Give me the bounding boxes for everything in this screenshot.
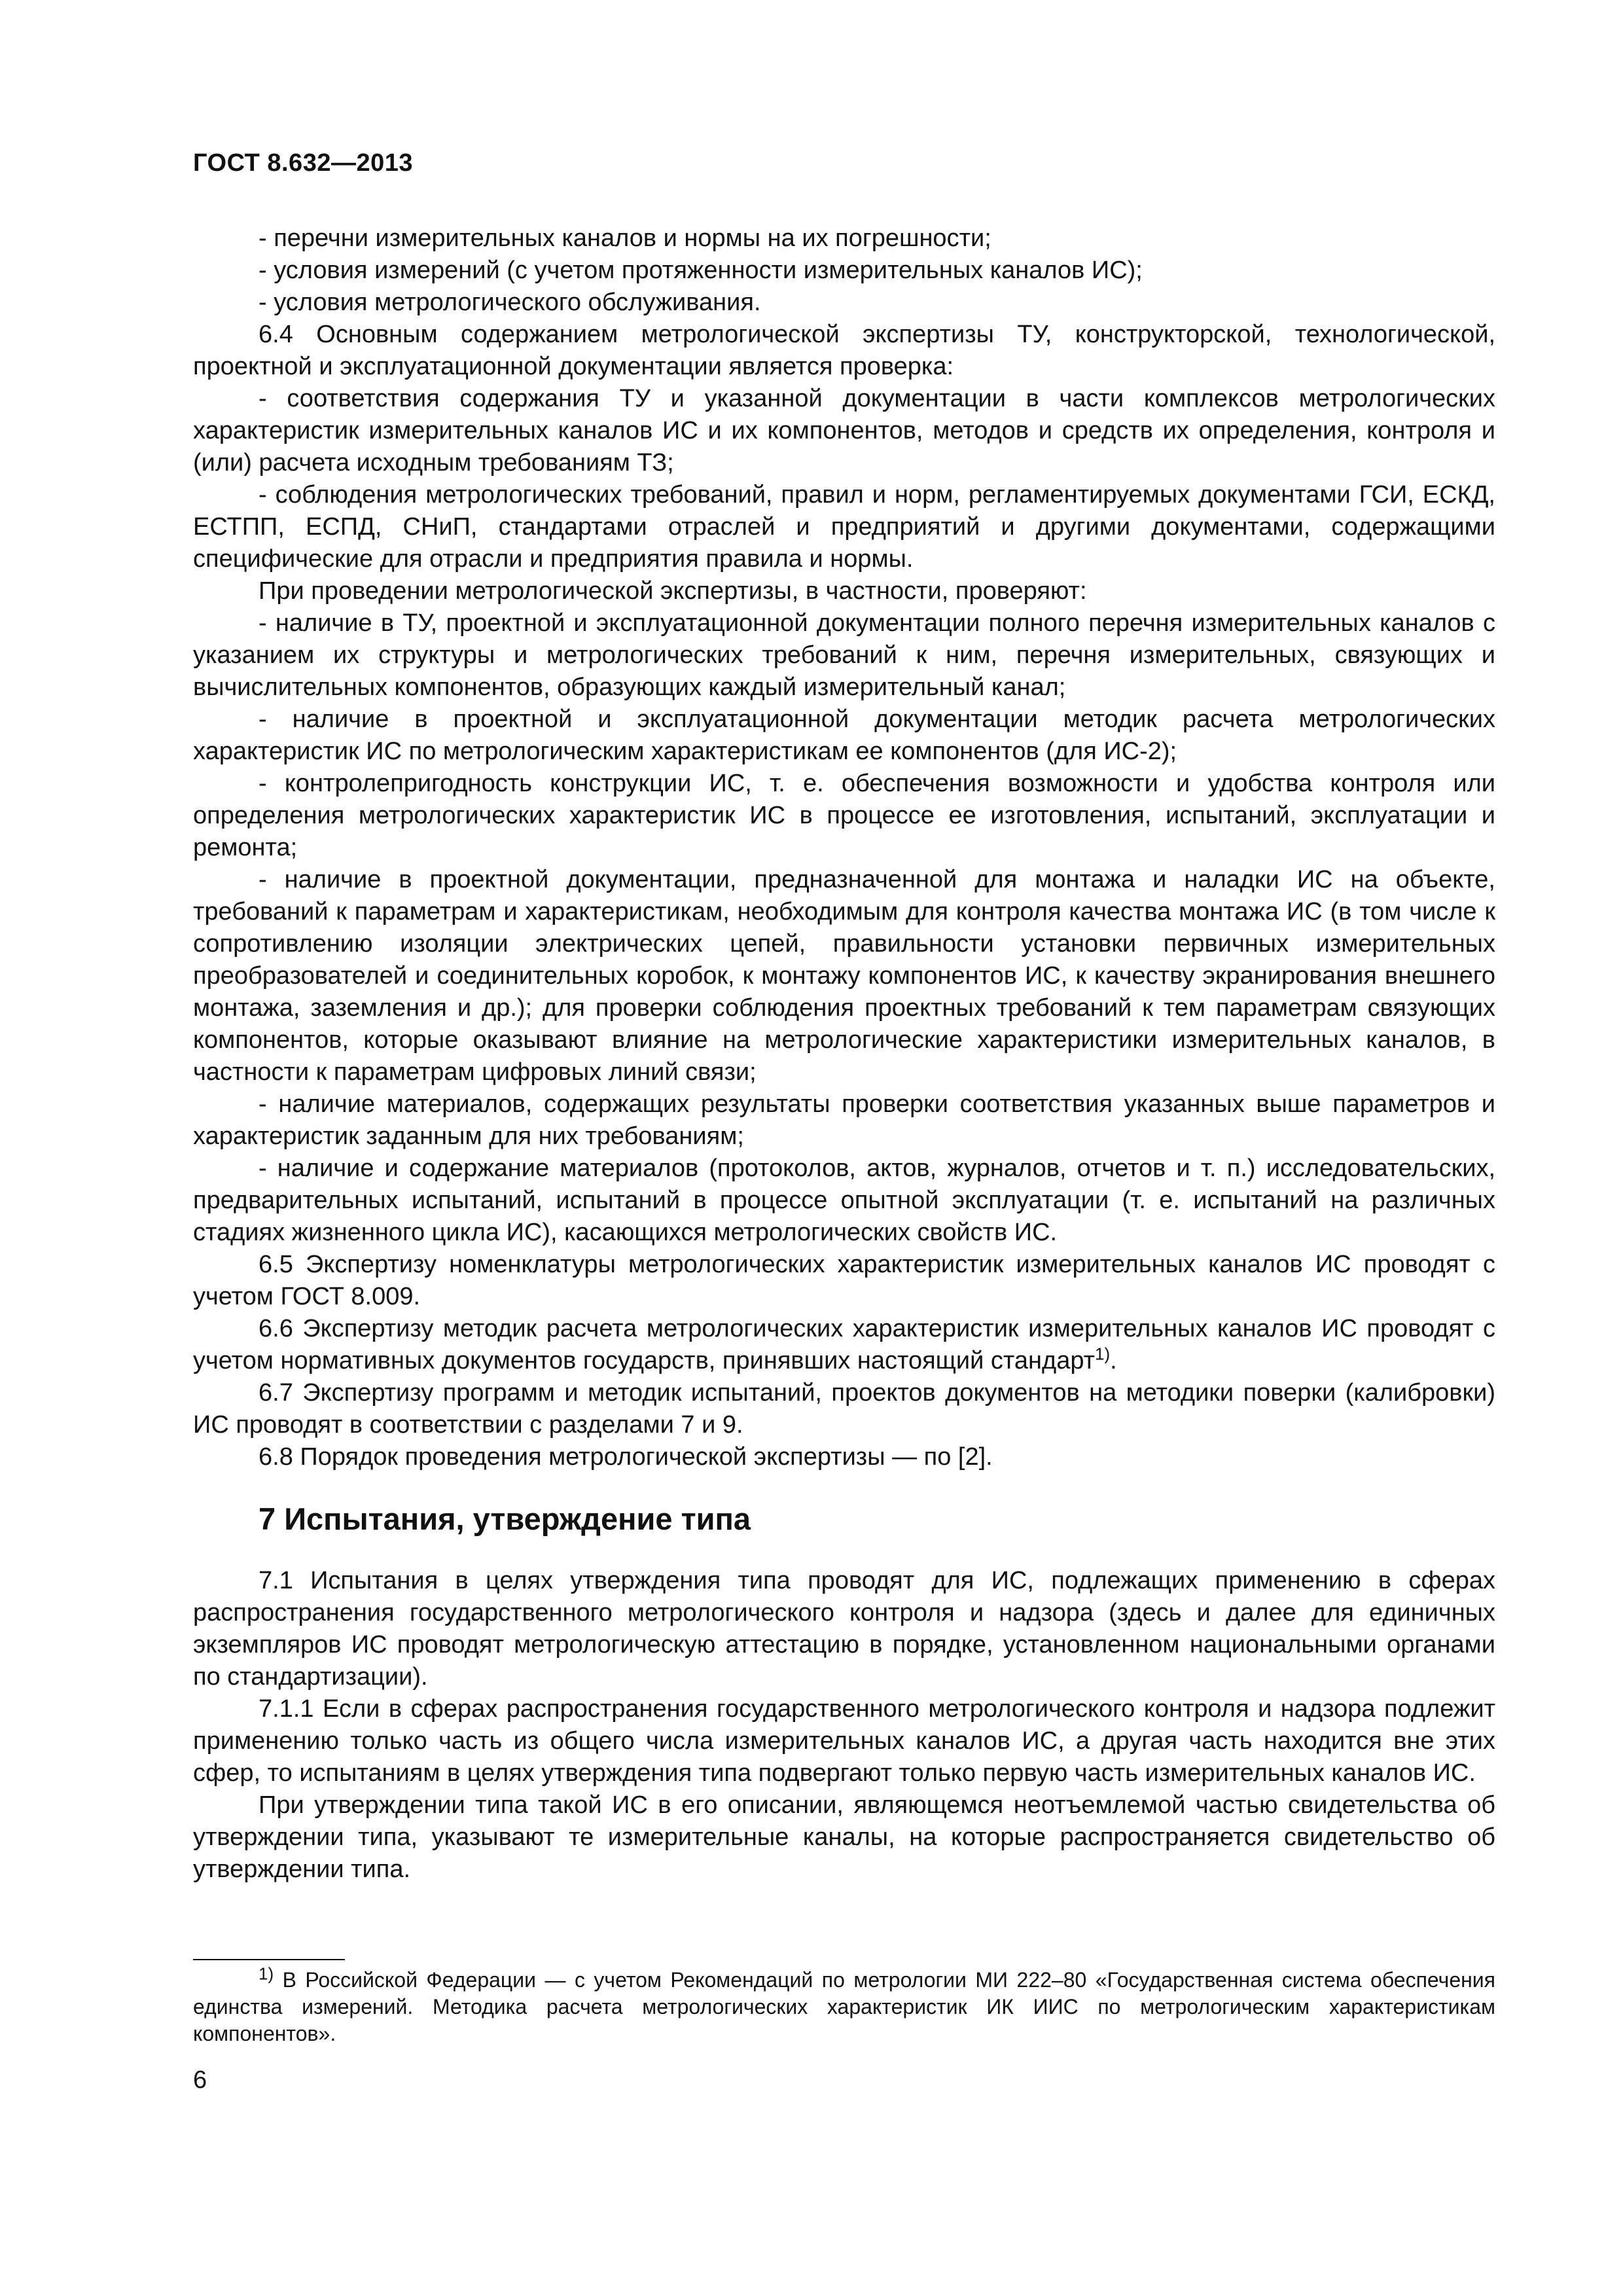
paragraph: - соответствия содержания ТУ и указанной документации в части комплексов метрологических характеристик измерительных каналов ИС и их компонентов, методов и средств их определения, контроля и (или) расчета исходным требованиям ТЗ;: [193, 385, 1495, 476]
paragraph: - наличие в ТУ, проектной и эксплуатационной документации полного перечня измерительных каналов с указанием их структуры и метрологических требований к ним, перечня измерительных, связующих и вычислительных компонентов, образующих каждый измерительный канал;: [193, 609, 1495, 701]
paragraph: - условия метрологического обслуживания.: [259, 289, 761, 316]
paragraph: - наличие в проектной и эксплуатационной документации методик расчета метрологических характеристик ИС по метрологическим характеристикам ее компонентов (для ИС-2);: [193, 706, 1495, 765]
paragraph: 6.7 Экспертизу программ и методик испытаний, проектов документов на методики поверки (калибровки) ИС проводят в соответствии с разделами 7 и 9.: [193, 1379, 1495, 1439]
footnote-paragraph: [193, 1964, 1496, 2047]
paragraph: - наличие и содержание материалов (протоколов, актов, журналов, отчетов и т. п.) исследовательских, предварительных испытаний, испытаний в процессе опытной эксплуатации (т. е. испытаний на различных стадиях жизненного цикла ИС), касающихся метрологических свойств ИС.: [193, 1155, 1495, 1246]
footnote-marker: 1): [259, 1964, 274, 1984]
paragraph: - наличие материалов, содержащих результаты проверки соответствия указанных выше параметров и характеристик заданным для них требованиям;: [193, 1090, 1495, 1150]
paragraph: 7.1.1 Если в сферах распространения государственного метрологического контроля и надзора подлежит применению только часть из общего числа измерительных каналов ИС, а другая часть находится вне этих сфер, то испытаниям в целях утверждения типа подвергают только первую часть измерительных каналов ИС.: [193, 1695, 1495, 1787]
paragraph: - соблюдения метрологических требований, правил и норм, регламентируемых документами ГСИ, ЕСКД, ЕСТПП, ЕСПД, СНиП, стандартами отраслей и предприятий и другими документами, содержащими специфические для отрасли и предприятия правила и нормы.: [193, 481, 1495, 573]
page-number: 6: [193, 2066, 207, 2094]
paragraph: - наличие в проектной документации, предназначенной для монтажа и наладки ИС на объекте, требований к параметрам и характеристикам, необходимым для контроля качества монтажа ИС (в том числе к сопротивлению изоляции электрических цепей, правильности установки первичных измерительных преобразователей и соединительных коробок, к монтажу компонентов ИС, к качеству экранирования внешнего монтажа, заземления и др.); для проверки соблюдения проектных требований к тем параметрам связующих компонентов, которые оказывают влияние на метрологические характеристики измерительных каналов, в частности к параметрам цифровых линий связи;: [193, 866, 1495, 1086]
paragraph: - перечни измерительных каналов и нормы на их погрешности;: [259, 224, 991, 252]
section-heading: 7 Испытания, утверждение типа: [259, 1501, 751, 1536]
paragraph-trailing-punct: .: [1110, 1347, 1117, 1374]
footnote-text: В Российской Федерации — с учетом Рекомендаций по метрологии МИ 222–80 «Государственная система обеспечения единства измерений. Методика расчета метрологических характеристик ИК ИИС по метрологическим характеристикам компонентов».: [193, 1968, 1496, 2045]
paragraph: При проведении метрологической экспертизы, в частности, проверяют:: [259, 577, 1087, 605]
body-text: [193, 223, 1495, 1886]
paragraph: 6.5 Экспертизу номенклатуры метрологических характеристик измерительных каналов ИС проводят с учетом ГОСТ 8.009.: [193, 1251, 1495, 1310]
footnote-separator: [193, 1959, 345, 1960]
footnote-reference[interactable]: 1): [1095, 1344, 1111, 1364]
paragraph: 6.4 Основным содержанием метрологической экспертизы ТУ, конструкторской, технологической, проектной и эксплуатационной документации является проверка:: [193, 321, 1495, 380]
footnote: [193, 1964, 1496, 2047]
paragraph: 7.1 Испытания в целях утверждения типа проводят для ИС, подлежащих применению в сферах распространения государственного метрологического контроля и надзора (здесь и далее для единичных экземпляров ИС проводят метрологическую аттестацию в порядке, установленном национальными органами по стандартизации).: [193, 1567, 1495, 1691]
paragraph-with-footnote: [193, 1313, 1495, 1377]
paragraph: При утверждении типа такой ИС в его описании, являющемся неотъемлемой частью свидетельства об утверждении типа, указывают те измерительные каналы, на которые распространяется свидетельство об утверждении типа.: [193, 1791, 1495, 1883]
page-header-doc-id: ГОСТ 8.632—2013: [193, 149, 413, 177]
paragraph: - контролепригодность конструкции ИС, т. е. обеспечения возможности и удобства контроля или определения метрологических характеристик ИС в процессе ее изготовления, испытаний, эксплуатации и ремонта;: [193, 770, 1495, 861]
paragraph-text: 6.6 Экспертизу методик расчета метрологических характеристик измерительных каналов ИС проводят с учетом нормативных документов государств, принявших настоящий стандарт: [193, 1315, 1495, 1374]
paragraph: - условия измерений (с учетом протяженности измерительных каналов ИС);: [259, 257, 1143, 284]
paragraph: 6.8 Порядок проведения метрологической экспертизы — по [2].: [259, 1443, 993, 1471]
